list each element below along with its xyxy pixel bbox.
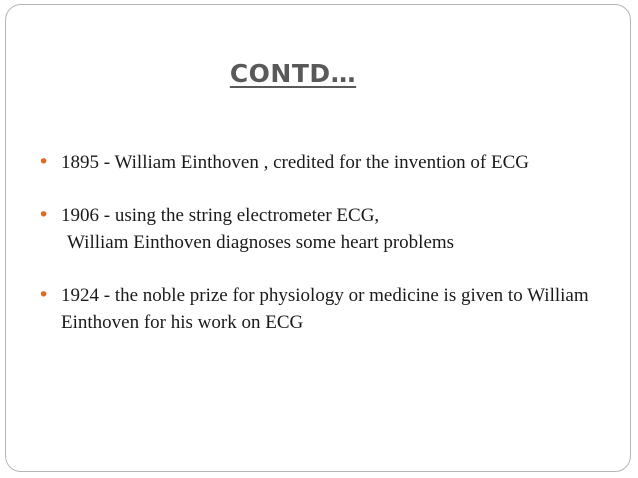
slide-title-text: CONTD… xyxy=(229,59,357,88)
slide-title xyxy=(6,59,580,88)
bullet-dot-icon: • xyxy=(38,151,50,173)
bullet-item-1906 xyxy=(36,202,610,256)
slide-frame xyxy=(5,4,631,472)
bullet-dot-icon: • xyxy=(38,284,50,306)
bullet-text: 1906 - using the string electrometer ECG, xyxy=(61,205,380,226)
bullet-item-1924 xyxy=(36,282,610,336)
bullet-list xyxy=(36,149,610,362)
bullet-item-1895 xyxy=(36,149,610,176)
bullet-text: 1895 - William Einthoven , credited for the invention of ECG xyxy=(61,152,529,173)
bullet-text: 1924 - the noble prize for physiology or medicine is given to William Einthoven for his work on ECG xyxy=(61,285,589,333)
bullet-text-continuation: William Einthoven diagnoses some heart problems xyxy=(67,232,455,253)
bullet-dot-icon: • xyxy=(38,204,50,226)
